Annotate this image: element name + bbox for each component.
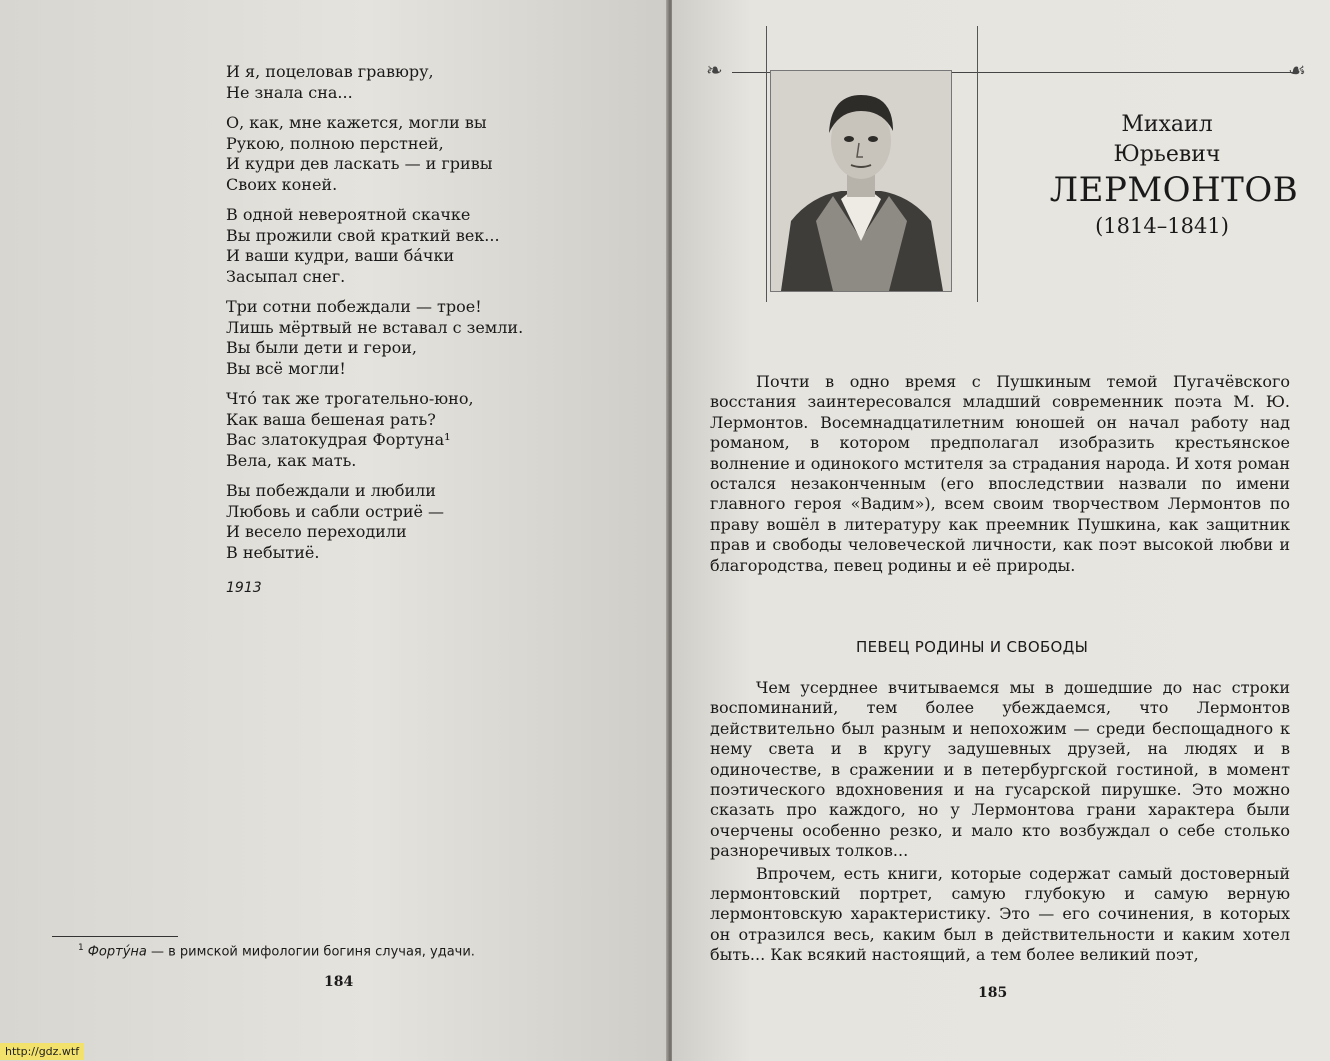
poem-line: Засыпал снег. — [226, 266, 346, 286]
poem-line: Лишь мёртвый не вставал с земли. — [226, 317, 524, 337]
right-page — [672, 0, 1330, 1061]
poem-line: Своих коней. — [226, 174, 338, 194]
poem-stanza — [226, 389, 646, 471]
author-patronymic: Юрьевич — [1113, 142, 1221, 167]
poem-line: О, как, мне кажется, могли вы — [226, 113, 487, 132]
author-last-name: ЛЕРМОНТОВ — [1049, 170, 1299, 210]
poem-line: И я, поцеловав гравюру, — [226, 62, 434, 81]
poem-line: И весело переходили — [226, 522, 407, 541]
footnote-rule — [52, 936, 178, 937]
poem-line: В небытиё. — [226, 542, 320, 562]
poem-stanza — [226, 297, 646, 379]
poem-line: Вы прожили свой краткий век... — [226, 225, 500, 245]
watermark-link[interactable]: http://gdz.wtf — [0, 1043, 84, 1060]
poem-stanza — [226, 62, 646, 103]
poem-line: Вела, как мать. — [226, 450, 357, 470]
section-title: ПЕВЕЦ РОДИНЫ И СВОБОДЫ — [856, 638, 1089, 656]
left-flourish-icon: ❧ — [706, 58, 723, 82]
page-number-left: 184 — [324, 974, 354, 990]
portrait-engraving-icon — [771, 71, 951, 291]
poem-line: Не знала сна... — [226, 82, 353, 102]
author-years: (1814–1841) — [1095, 214, 1229, 238]
poem-line: Как ваша бешеная рать? — [226, 409, 436, 429]
poem-line: Рукою, полною перстней, — [226, 133, 444, 153]
poem-line: Вас златокудрая Фортуна¹ — [226, 430, 451, 449]
poem-line: Вы были дети и герои, — [226, 338, 418, 357]
poem-line: В одной невероятной скачке — [226, 205, 471, 224]
poem-line: Вы побеждали и любили — [226, 481, 436, 500]
intro-paragraph: Почти в одно время с Пушкиным темой Пугачёвского восстания заинтересовался младший современник поэта М. Ю. Лермонтов. Восемнадцатилетним юношей он начал работу над романом, в котором предполагал изобразить крестьянское волнение и одинокого мстителя за страдания народа. И хотя роман остался незаконченным (его впоследствии назвали по имени главного героя «Вадим»), всем своим творчеством Лермонтов по праву вошёл в литературу как преемник Пушкина, как защитник прав и свободы человеческой личности, как поэт высокой любви и благородства, певец родины и её природы. — [710, 372, 1290, 575]
author-first-name: Михаил — [1121, 112, 1213, 137]
section-paragraph-2: Впрочем, есть книги, которые содержат самый достоверный лермонтовский портрет, самую глубокую и самую верную лермонтовскую характеристику. Это — его сочинения, в которых он отразился весь, каким был в действительности и каким хотел быть... Как всякий настоящий, а тем более великий поэт, — [710, 863, 1290, 965]
poem-line: И ваши кудри, ваши ба́чки — [226, 246, 455, 265]
footnote-mark: 1 — [78, 943, 84, 953]
poem-line: Любовь и сабли остриё — — [226, 501, 445, 521]
poem — [226, 62, 646, 573]
poem-year: 1913 — [226, 580, 262, 596]
section-text — [710, 678, 1290, 966]
poem-stanza — [226, 205, 646, 287]
poem-stanza — [226, 113, 646, 195]
right-flourish-icon: ☙ — [1288, 58, 1306, 82]
footnote-text: — в римской мифологии богиня случая, удачи. — [146, 944, 475, 960]
poem-line: Что́ так же трогательно-юно, — [226, 389, 474, 408]
section-paragraph-1: Чем усерднее вчитываемся мы в дошедшие до нас строки воспоминаний, тем более убеждаемся, что Лермонтов действительно был разным и непохожим — среди беспощадного к нему света и в кругу задушевных друзей, на людях и в одиночестве, в сражении и в петербургской гостиной, в момент поэтического вдохновения и на гусарской пирушке. Это можно сказать про каждого, но у Лермонтова грани характера были очерчены особенно резко, и мало кто возбуждал о себе столько разноречивых толков... — [710, 678, 1290, 861]
poem-stanza — [226, 481, 646, 563]
page-number-right: 185 — [978, 985, 1008, 1001]
poem-line: Три сотни побеждали — трое! — [226, 297, 482, 316]
poem-line: И кудри дев ласкать — и гривы — [226, 154, 493, 173]
intro-text — [710, 372, 1290, 576]
footnote-term: Форту́на — [87, 944, 147, 960]
author-portrait — [770, 70, 952, 292]
footnote — [78, 943, 475, 959]
poem-line: Вы всё могли! — [226, 358, 346, 378]
